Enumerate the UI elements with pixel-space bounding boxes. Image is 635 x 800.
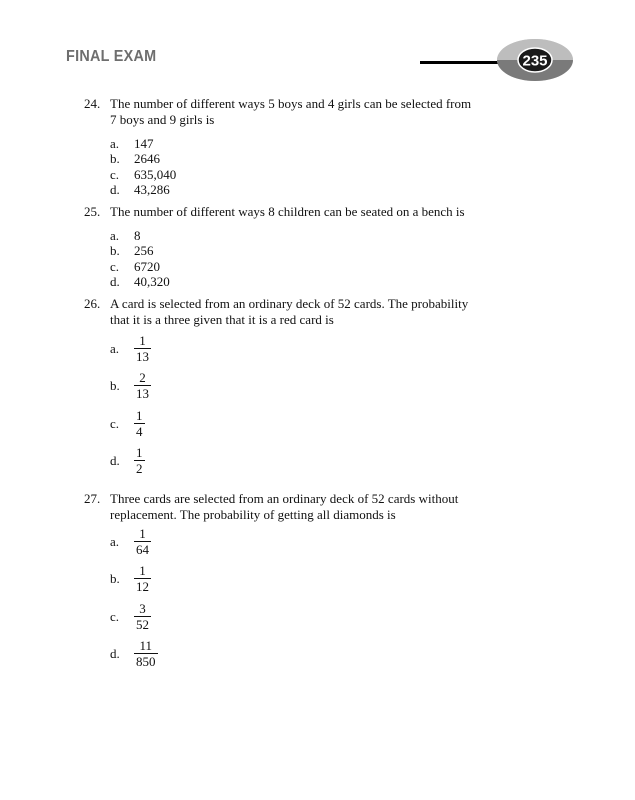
answer-options [84,136,514,198]
option-value: 43,286 [134,182,170,198]
option-letter: c. [110,608,120,624]
answer-option-d [110,443,514,481]
answer-option-b [110,244,514,260]
fraction-numerator: 2 [139,370,146,386]
option-letter: c. [110,415,120,431]
answer-option-c [110,598,514,636]
option-value: 2646 [134,151,160,167]
fraction-numerator: 1 [136,445,143,461]
fraction-denominator: 64 [136,541,149,557]
fraction-numerator: 11 [139,638,153,654]
answer-options [84,228,514,290]
answer-option-a [110,523,514,561]
answer-option-c [110,259,514,275]
answer-option-d [110,183,514,199]
option-letter: a. [110,533,120,549]
fraction [134,334,151,364]
fraction [134,639,158,669]
question-24 [84,96,514,198]
fraction-denominator: 13 [136,386,149,402]
fraction-numerator: 1 [139,525,146,541]
question-text-line: The number of different ways 5 boys and 4 girls can be selected from [110,96,472,111]
question-text-line: The number of different ways 8 children can be seated on a bench is [110,204,465,219]
fraction [134,446,145,476]
option-letter: b. [110,378,120,394]
question-text-line: A card is selected from an ordinary deck of 52 cards. The probability [110,296,469,311]
option-letter: d. [110,646,120,662]
question-number: 25. [84,204,101,219]
question-25 [84,204,514,290]
page-number-badge [496,38,574,82]
answer-option-b [110,152,514,168]
answer-option-a [110,228,514,244]
answer-option-d [110,636,514,674]
option-letter: d. [110,453,120,469]
fraction-numerator: 1 [139,563,146,579]
answer-option-b [110,368,514,406]
option-letter: b. [110,151,120,167]
answer-option-d [110,275,514,291]
fraction [134,527,151,557]
fraction [134,371,151,401]
fraction-denominator: 2 [136,461,143,477]
fraction-denominator: 850 [136,654,156,670]
question-text-line: replacement. The probability of getting all diamonds is [110,507,396,522]
question-number: 24. [84,96,101,111]
fraction-numerator: 1 [139,332,146,348]
question-text-line: Three cards are selected from an ordinary deck of 52 cards without [110,491,459,506]
option-value: 147 [134,135,154,151]
fraction [134,564,151,594]
fraction-denominator: 4 [136,423,143,439]
fraction-numerator: 1 [136,407,143,423]
option-value: 8 [134,227,141,243]
question-number: 26. [84,296,101,311]
option-value: 40,320 [134,274,170,290]
fraction-denominator: 12 [136,579,149,595]
answer-option-b [110,561,514,599]
answer-options [84,523,514,673]
question-number: 27. [84,491,101,506]
option-value: 256 [134,243,154,259]
option-letter: a. [110,340,120,356]
option-letter: a. [110,227,120,243]
fraction-numerator: 3 [139,600,146,616]
question-26 [84,296,514,480]
option-letter: b. [110,243,120,259]
option-letter: d. [110,182,120,198]
answer-option-c [110,167,514,183]
page-number: 235 [522,52,548,70]
fraction-denominator: 52 [136,616,149,632]
header-title: FINAL EXAM [66,48,157,65]
option-value: 635,040 [134,166,177,182]
question-text-line: 7 boys and 9 girls is [110,112,215,127]
fraction-denominator: 13 [136,348,149,364]
fraction [134,602,151,632]
option-letter: b. [110,571,120,587]
option-letter: c. [110,258,120,274]
option-letter: d. [110,274,120,290]
option-letter: c. [110,166,120,182]
question-27 [84,491,514,673]
question-text-line: that it is a three given that it is a red card is [110,312,334,327]
answer-option-a [110,136,514,152]
answer-option-a [110,330,514,368]
option-value: 6720 [134,258,160,274]
option-letter: a. [110,135,120,151]
answer-options [84,330,514,480]
answer-option-c [110,405,514,443]
fraction [134,409,145,439]
